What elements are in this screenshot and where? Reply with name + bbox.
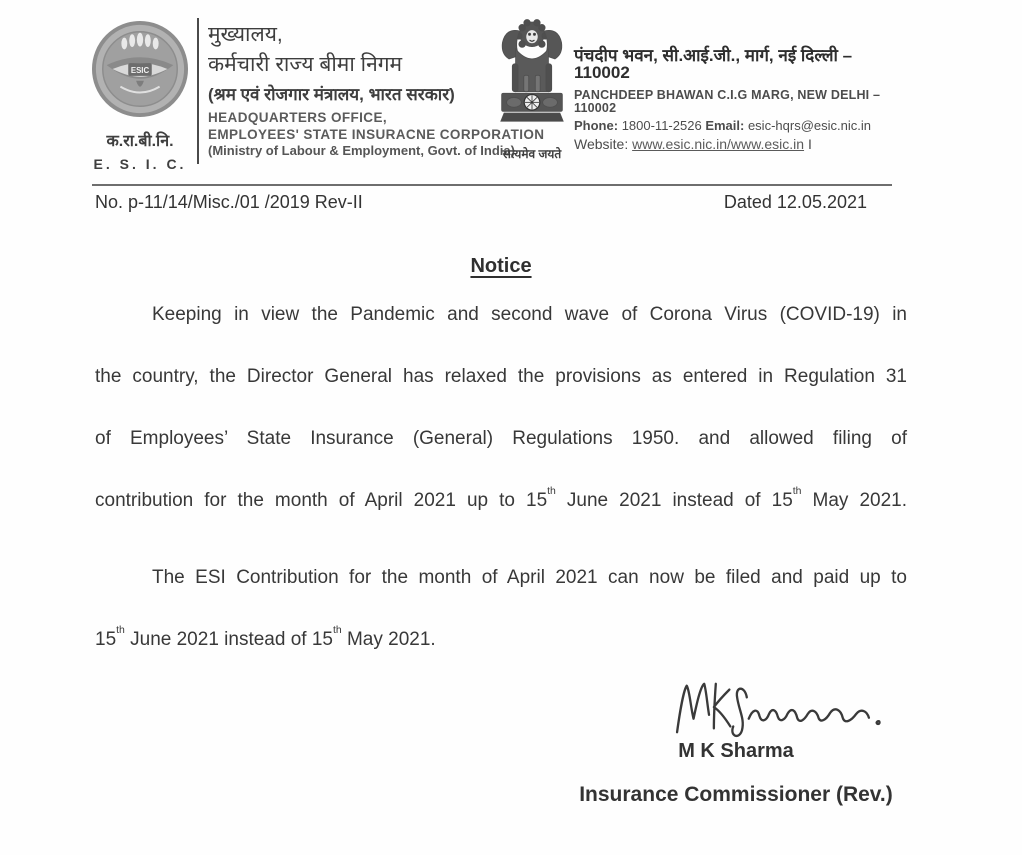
- para1-line4-text: May 2021.: [801, 490, 907, 511]
- para2-line2-text: May 2021.: [341, 629, 436, 650]
- para1-line4-text: contribution for the month of April 2021 up to 15: [95, 490, 548, 511]
- notice-title: Notice: [470, 255, 532, 277]
- contact-block: [574, 47, 884, 151]
- email-label: Email:: [705, 118, 745, 133]
- emblem-motto: सत्यमेव जयते: [502, 147, 562, 161]
- para1-line4-text: June 2021 instead of 15: [555, 490, 793, 511]
- letterhead-divider: [197, 18, 199, 164]
- ordinal-suffix: th: [547, 485, 556, 497]
- website-label: Website:: [574, 136, 629, 152]
- email-value: esic-hqrs@esic.nic.in: [747, 118, 871, 133]
- date: Dated 12.05.2021: [723, 192, 867, 212]
- paragraph-1: [95, 284, 907, 532]
- para1-line4: [95, 470, 907, 532]
- signatory-designation: Insurance Commissioner (Rev.): [579, 783, 893, 806]
- phone-value: 1800-11-2526: [621, 118, 702, 133]
- office-en-line2: EMPLOYEES' STATE INSURACNE CORPORATION: [208, 126, 545, 142]
- esic-logo-block: [88, 20, 192, 172]
- reference-number: No. p-11/14/Misc./01 /2019 Rev-II: [95, 192, 363, 212]
- phone-email-line: [574, 119, 884, 132]
- esic-logo-text: ESIC: [130, 65, 150, 75]
- ordinal-suffix: th: [792, 485, 802, 497]
- office-en-line1: HEADQUARTERS OFFICE,: [208, 110, 388, 125]
- para2-line1: The ESI Contribution for the month of April 2021 can now be filed and paid up to: [152, 567, 907, 588]
- esic-abbrev-en: E. S. I. C.: [93, 156, 187, 172]
- letterhead-rule: [92, 184, 892, 186]
- paragraph-2: [95, 547, 907, 671]
- para1-line2: the country, the Director General has relaxed the provisions as entered in Regulation 31: [95, 366, 907, 387]
- office-en-line3: (Ministry of Labour & Employment, Govt. of India): [208, 143, 515, 158]
- ashoka-emblem-icon: [491, 6, 573, 138]
- office-hindi-line1: मुख्यालय,: [208, 23, 283, 46]
- signature-icon: [670, 678, 905, 740]
- esic-abbrev-hindi: क.रा.बी.नि.: [106, 133, 174, 150]
- website-link[interactable]: www.esic.nic.in/www.esic.in: [632, 136, 805, 152]
- para2-line2-text: 15: [95, 629, 117, 650]
- address-english: PANCHDEEP BHAWAN C.I.G MARG, NEW DELHI – 110002: [574, 88, 881, 115]
- ordinal-suffix: th: [116, 624, 125, 636]
- address-hindi: पंचदीप भवन, सी.आई.जी., मार्ग, नई दिल्ली – 110002: [574, 46, 853, 82]
- signatory-name: M K Sharma: [678, 740, 794, 762]
- website-line: [574, 137, 884, 151]
- office-hindi-line3: (श्रम एवं रोजगार मंत्रालय, भारत सरकार): [208, 85, 455, 104]
- office-hindi-line2: कर्मचारी राज्य बीमा निगम: [208, 53, 403, 76]
- para2-line2-text: June 2021 instead of 15: [124, 629, 333, 650]
- ordinal-suffix: th: [332, 624, 342, 636]
- reference-row: [95, 192, 867, 213]
- para2-line2: [95, 609, 907, 671]
- para1-line1: Keeping in view the Pandemic and second wave of Corona Virus (COVID-19) in: [152, 304, 907, 325]
- para1-line3: of Employees’ State Insurance (General) Regulations 1950. and allowed filing of: [95, 428, 907, 449]
- phone-label: Phone:: [574, 118, 619, 133]
- signature-block: [560, 678, 912, 807]
- esic-logo-icon: [91, 20, 189, 118]
- national-emblem-block: [484, 6, 580, 162]
- website-suffix: I: [807, 136, 812, 152]
